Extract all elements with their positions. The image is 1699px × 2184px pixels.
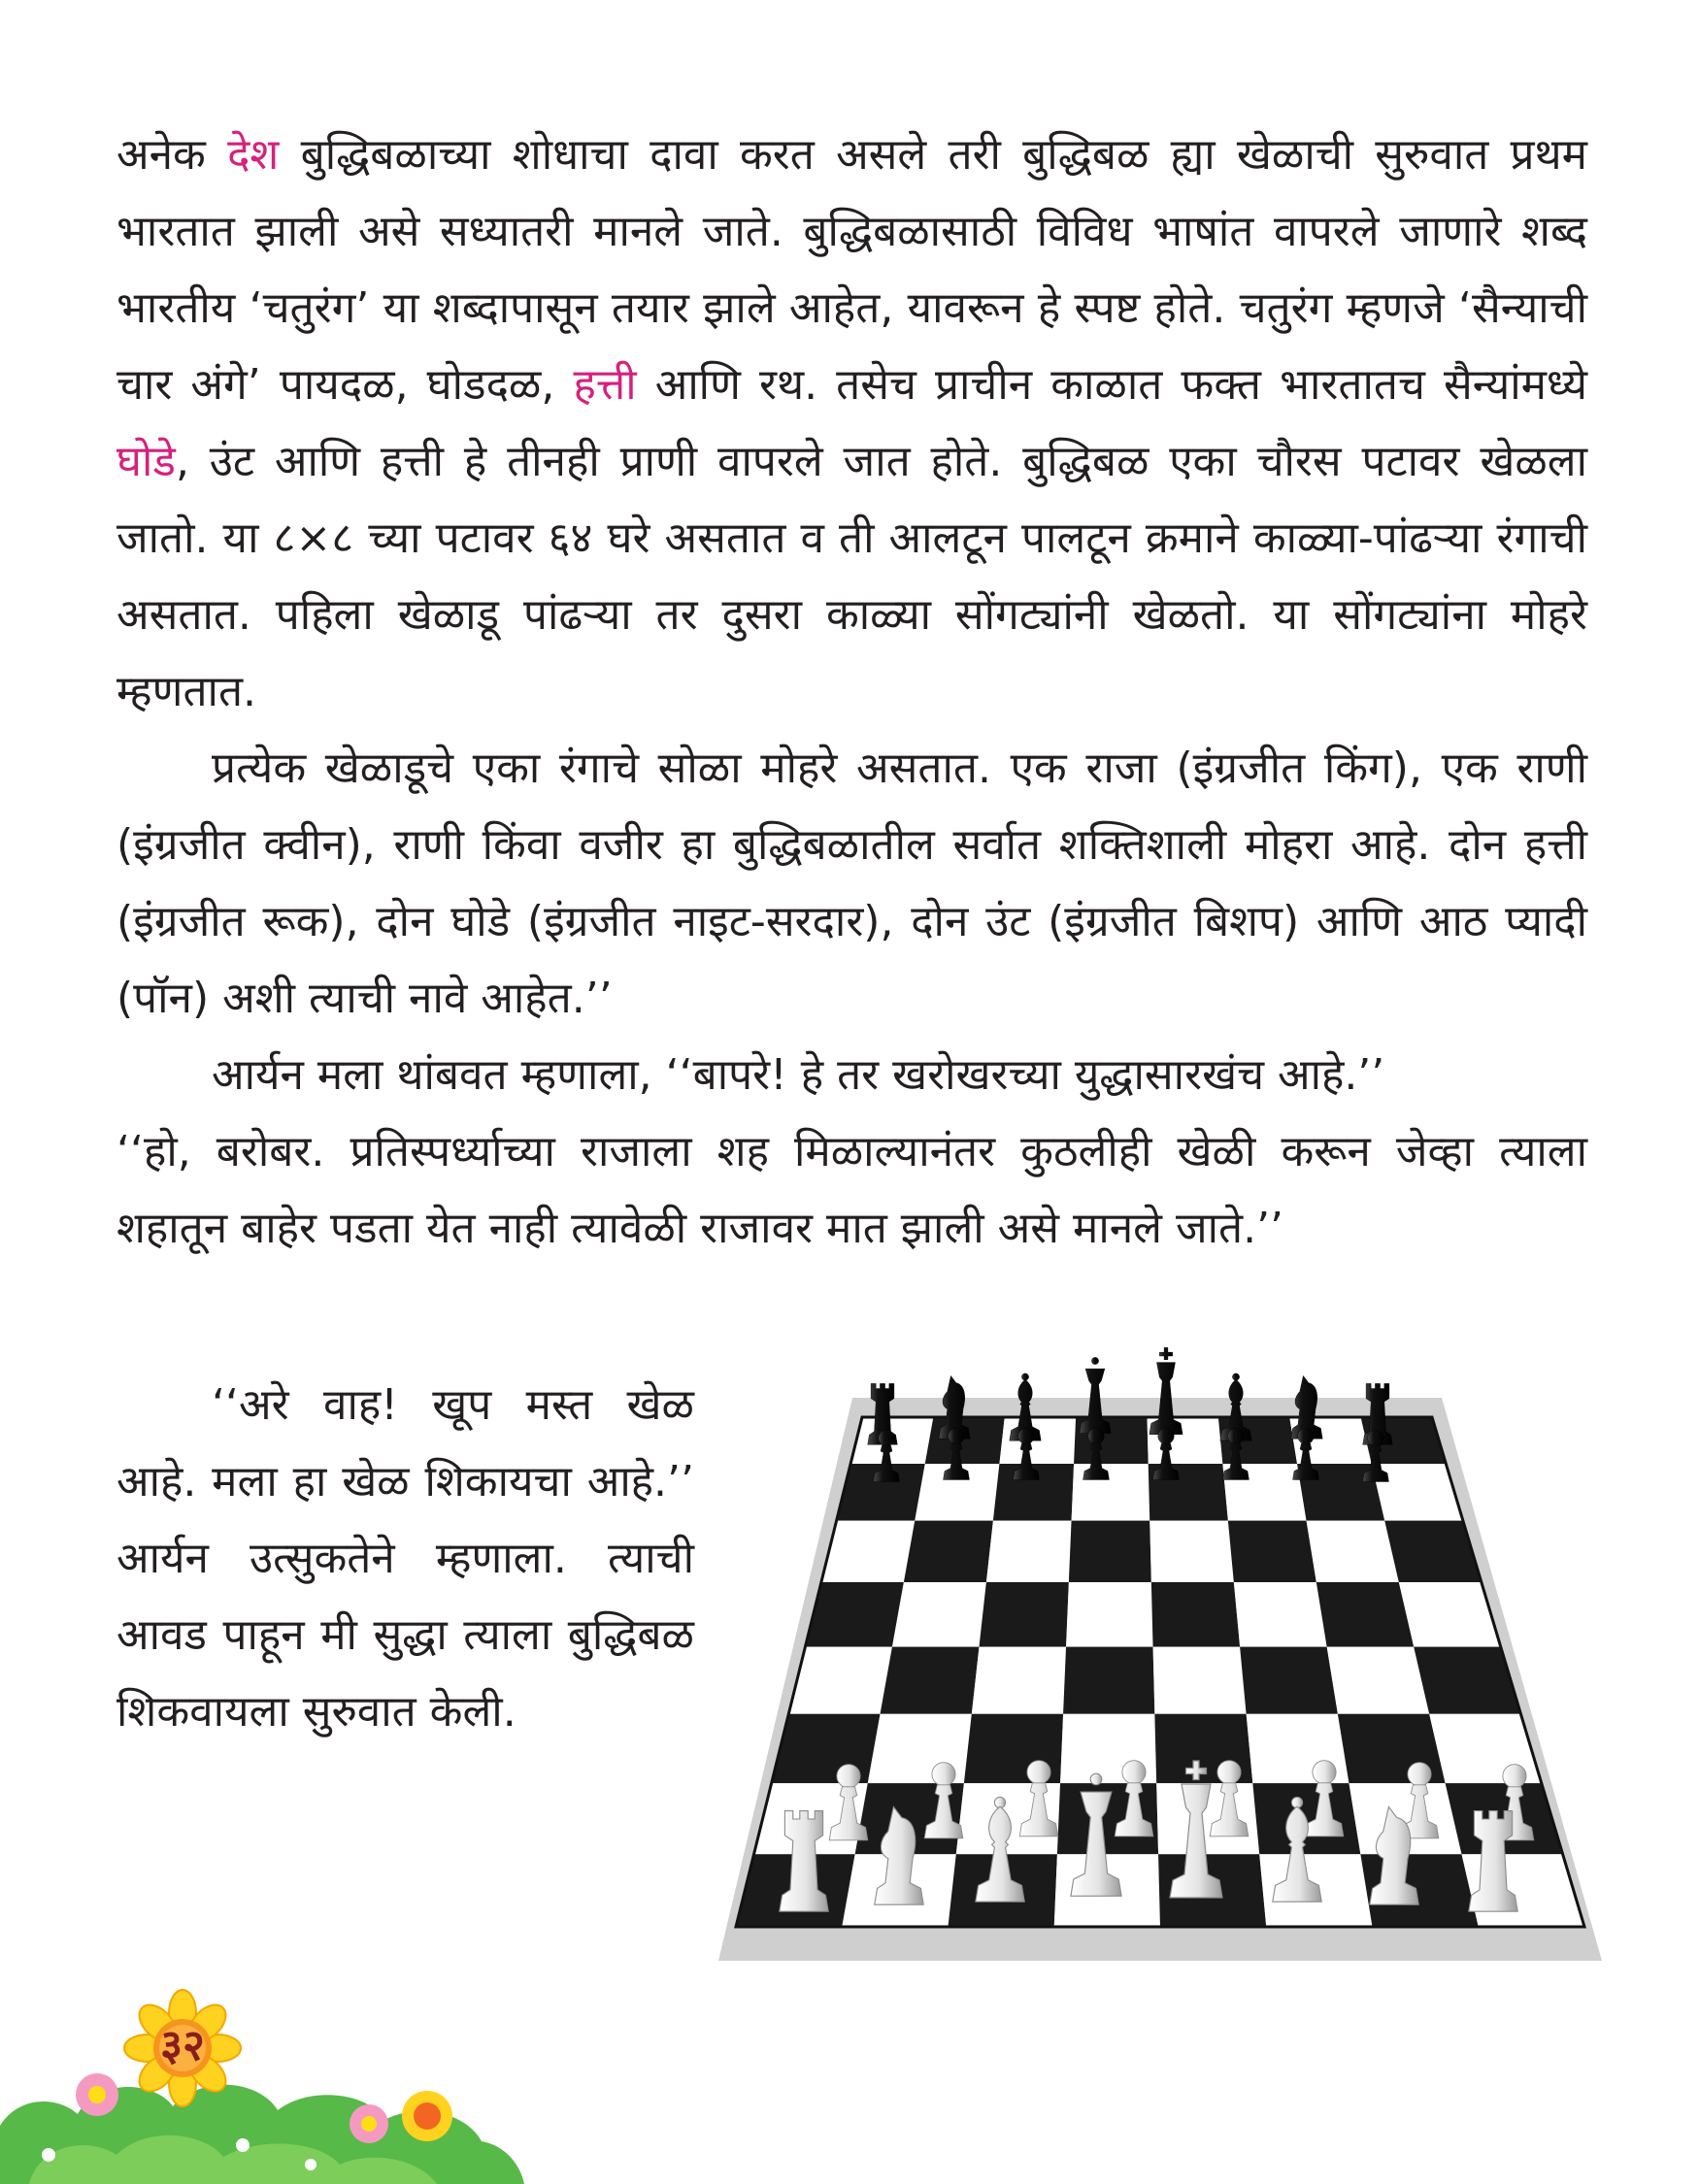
board-square [1063, 1647, 1154, 1714]
board-square [1234, 1582, 1327, 1647]
board-square [1151, 1582, 1240, 1647]
pink-flower-icon [350, 2104, 388, 2143]
pink-flower-icon [76, 2073, 118, 2116]
paragraph-4: ‘‘हो, बरोबर. प्रतिस्पर्ध्याच्या राजाला शह मिळाल्यानंतर कुठलीही खेळी करून जेव्हा त्याला शहातून बाहेर पडता येत नाही त्यावेळी राजावर मात झाली असे मानले जाते.’’ [117, 1127, 1587, 1253]
board-square [972, 1647, 1066, 1714]
board-square [1069, 1521, 1151, 1582]
page-number: ३२ [160, 2021, 205, 2070]
board-square [1149, 1521, 1234, 1582]
paragraph-3: आर्यन मला थांबवत म्हणाला, ‘‘बापरे! हे तर खरोखरच्या युद्धासारखंच आहे.’’ [212, 1050, 1385, 1100]
highlight-ghode: घोडे [117, 437, 176, 486]
board-square [1066, 1582, 1153, 1647]
main-text [117, 116, 1587, 1267]
board-square [904, 1521, 993, 1582]
board-square [881, 1647, 980, 1714]
board-square [1327, 1647, 1430, 1714]
black-queen-icon [1080, 1357, 1111, 1433]
side-text [117, 1367, 694, 1750]
board-square [1153, 1647, 1247, 1714]
chess-board-illustration [718, 1340, 1602, 1961]
board-square [1316, 1582, 1414, 1647]
board-square [1072, 1464, 1150, 1521]
highlight-desh: देश [227, 130, 280, 180]
board-square [772, 1714, 881, 1783]
board-square [986, 1521, 1072, 1582]
orange-flower-icon [402, 2091, 452, 2141]
board-square [980, 1582, 1069, 1647]
board-square [1228, 1521, 1316, 1582]
board-square [1240, 1647, 1338, 1714]
paragraph-5: ‘‘अरे वाह! खूप मस्त खेळ आहे. मला हा खेळ शिकायचा आहे.’’ आर्यन उत्सुकतेने म्हणाला. त्याची आवड पाहून मी सुद्धा त्याला बुद्धिबळ शिकवायला सुरुवात केली. [117, 1380, 694, 1737]
flower-garden-decoration [0, 1980, 524, 2184]
paragraph-1: अनेक देश बुद्धिबळाच्या शोधाचा दावा करत असले तरी बुद्धिबळ ह्या खेळाची सुरुवात प्रथम भारतात झाली असे सध्यातरी मानले जाते. बुद्धिबळासाठी विविध भाषांत वापरले जाणारे शब्द भारतीय ‘चतुरंग’ या शब्दापासून तयार झाले आहेत, यावरून हे स्पष्ट होते. चतुरंग म्हणजे ‘सैन्याची चार अंगे’ पायदळ, घोडदळ, हत्ती आणि रथ. तसेच प्राचीन काळात फक्त भारतातच सैन्यांमध्ये घोडे, उंट आणि हत्ती हे तीनही प्राणी वापरले जात होते. बुद्धिबळ एका चौरस पटावर खेळला जातो. या ८×८ च्या पटावर ६४ घरे असतात व ती आलटून पालटून क्रमाने काळ्या-पांढऱ्या रंगाची असतात. पहिला खेळाडू पांढऱ्या तर दुसरा काळ्या सोंगट्यांनी खेळतो. या सोंगट्यांना मोहरे म्हणतात. [117, 130, 1587, 716]
board-square [892, 1582, 986, 1647]
highlight-hatti: हत्ती [573, 360, 637, 410]
paragraph-2: प्रत्येक खेळाडूचे एका रंगाचे सोळा मोहरे असतात. एक राजा (इंग्रजीत किंग), एक राणी (इंग्रजीत क्वीन), राणी किंवा वजीर हा बुद्धिबळातील सर्वात शक्तिशाली मोहरा आहे. दोन हत्ती (इंग्रजीत रूक), दोन घोडे (इंग्रजीत नाइट-सरदार), दोन उंट (इंग्रजीत बिशप) आणि आठ प्यादी (पॉन) अशी त्याची नावे आहेत.’’ [117, 744, 1587, 1023]
board-square [1307, 1521, 1399, 1582]
board-square [925, 1417, 1005, 1464]
board-square [868, 1714, 972, 1783]
